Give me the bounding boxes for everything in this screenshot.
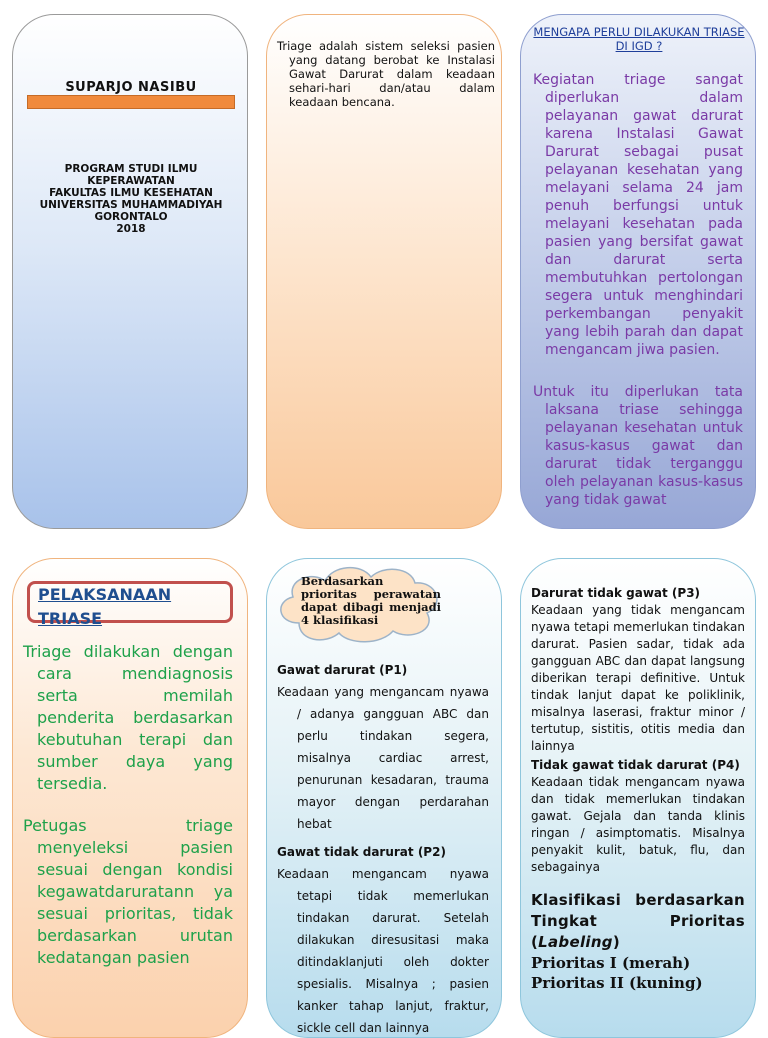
institution-line: 2018 bbox=[116, 223, 146, 235]
p2-description: Keadaan mengancam nyawa tetapi tidak memerlukan tindakan darurat. Setelah dilakukan diresusitasi maka ditindaklanjuti oleh dokter spesialis. Misalnya ; pasien kanker tahap lanjut, fraktur, sickle cell dan lainnya bbox=[277, 867, 489, 1035]
pelaksanaan-panel bbox=[12, 558, 248, 1038]
definition-panel bbox=[266, 14, 502, 529]
institution-line: PROGRAM STUDI ILMU bbox=[64, 163, 198, 175]
classification-continued-list bbox=[531, 585, 745, 993]
why-paragraph: Kegiatan triage sangat diperlukan dalam pelayanan gawat darurat karena Instalasi Gawat Darurat sebagai pusat pelayanan kesehatan yang melayani selama 24 jam penuh berfungsi untuk melayani kesehatan pada pasien yang bersifat gawat dan darurat serta membutuhkan pertolongan segera untuk menghindari perkembangan penyakit yang lebih parah dan dapat mengancam jiwa pasien. bbox=[533, 72, 743, 358]
cover-panel bbox=[12, 14, 248, 529]
p1-description: Keadaan yang mengancam nyawa / adanya gangguan ABC dan perlu tindakan segera, misalnya cardiac arrest, penurunan kesadaran, trauma mayor dengan perdarahan hebat bbox=[277, 685, 489, 831]
institution-line: GORONTALO bbox=[94, 211, 168, 223]
why-paragraph: Untuk itu diperlukan tata laksana triase sehingga pelayanan kesehatan untuk kasus-kasus gawat dan darurat tidak terganggu oleh pelayanan kasus-kasus yang tidak gawat bbox=[533, 384, 743, 508]
orange-divider-bar bbox=[27, 95, 235, 109]
priority-red: Prioritas I (merah) bbox=[531, 954, 691, 972]
labeling-prefix: Klasifikasi berdasarkan Tingkat Prioritas ( bbox=[531, 891, 745, 951]
why-triage-panel bbox=[520, 14, 756, 529]
priority-yellow: Prioritas II (kuning) bbox=[531, 974, 703, 992]
institution-block bbox=[23, 163, 239, 235]
p2-title: Gawat tidak darurat (P2) bbox=[277, 845, 446, 859]
institution-line: FAKULTAS ILMU KESEHATAN bbox=[49, 187, 213, 199]
pelaksanaan-paragraph: Triage dilakukan dengan cara mendiagnosis serta memilah penderita berdasarkan kebutuhan terapi dan sumber daya yang tersedia. bbox=[23, 642, 233, 793]
pelaksanaan-body bbox=[23, 641, 233, 989]
author-name: SUPARJO NASIBU bbox=[65, 80, 197, 95]
p1-title: Gawat darurat (P1) bbox=[277, 663, 408, 677]
p4-title: Tidak gawat tidak darurat (P4) bbox=[531, 758, 740, 772]
classification-list bbox=[277, 659, 489, 1038]
why-triage-title: MENGAPA PERLU DILAKUKAN TRIASE DI IGD ? bbox=[533, 25, 745, 53]
classification-continued-panel bbox=[520, 558, 756, 1038]
pelaksanaan-title: PELAKSANAAN TRIASE bbox=[38, 585, 172, 628]
labeling-heading bbox=[531, 890, 745, 953]
p3-description: Keadaan yang tidak mengancam nyawa tetapi memerlukan tindakan darurat. Pasien sadar, tidak ada gangguan ABC dan dapat langsung diberikan terapi definitive. Untuk tindak lanjut dapat ke poliklinik, misalnya laserasi, fraktur minor / tertutup, sistitis, otitis media dan lainnya bbox=[531, 603, 745, 753]
labeling-suffix: ) bbox=[612, 933, 621, 951]
triage-definition: Triage adalah sistem seleksi pasien yang datang berobat ke Instalasi Gawat Darurat dalam keadaan sehari-hari dan/atau dalam keadaan bencana. bbox=[277, 39, 495, 109]
institution-line: UNIVERSITAS MUHAMMADIYAH bbox=[39, 199, 223, 211]
institution-line: KEPERAWATAN bbox=[87, 175, 175, 187]
p3-title: Darurat tidak gawat (P3) bbox=[531, 586, 701, 600]
labeling-word: Labeling bbox=[538, 933, 613, 951]
pelaksanaan-paragraph: Petugas triage menyeleksi pasien sesuai dengan kondisi kegawatdaruratann ya sesuai prioritas, tidak berdasarkan urutan kedatangan pasien bbox=[23, 816, 233, 967]
cloud-caption: Berdasarkan prioritas perawatan dapat dibagi menjadi 4 klasifikasi bbox=[301, 574, 441, 627]
p4-description: Keadaan tidak mengancam nyawa dan tidak memerlukan tindakan gawat. Gejala dan tanda klinis ringan / asimptomatis. Misalnya penyakit kulit, batuk, flu, dan sebagainya bbox=[531, 775, 745, 874]
classification-panel bbox=[266, 558, 502, 1038]
why-triage-body bbox=[533, 71, 743, 529]
